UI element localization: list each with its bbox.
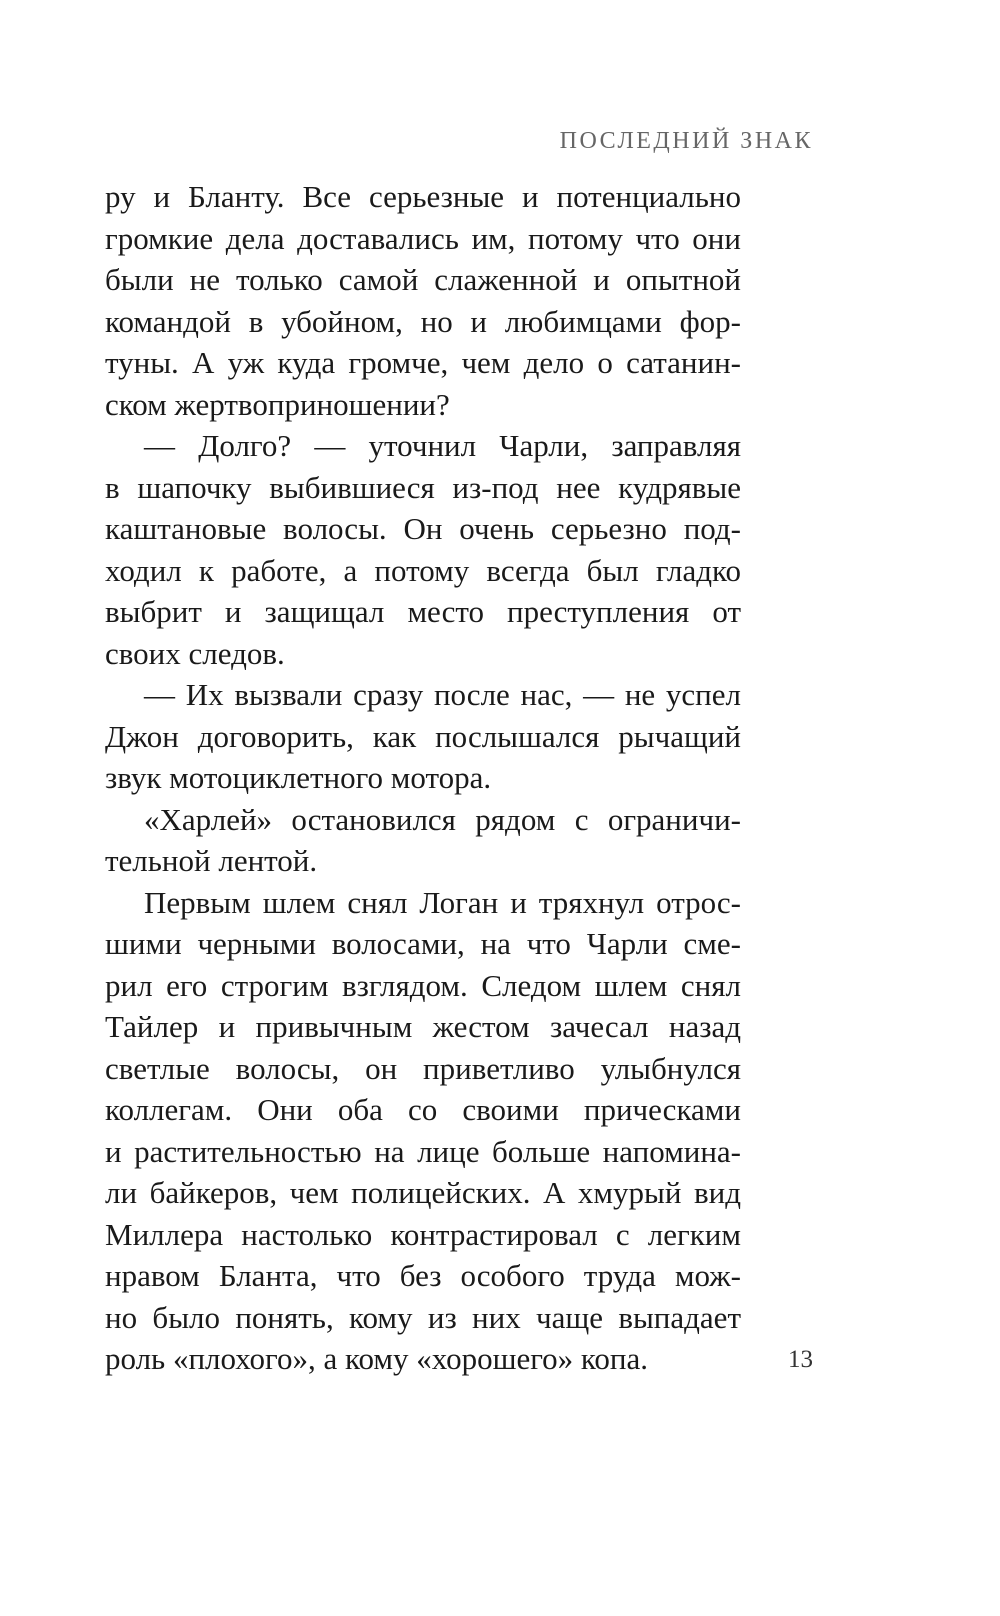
text-line: светлые волосы, он приветливо улыбнулся	[105, 1050, 741, 1086]
text-line: рил его строгим взглядом. Следом шлем снял	[105, 967, 741, 1003]
text-line: в шапочку выбившиеся из-под нее кудрявые	[105, 469, 741, 505]
text-line: выбрит и защищал место преступления от	[105, 594, 741, 629]
text-line: ли байкеров, чем полицейских. А хмурый вид	[105, 1175, 741, 1210]
text-line: командой в убойном, но и любимцами фор-	[105, 303, 741, 339]
text-line: ру и Бланту. Все серьезные и потенциально	[105, 179, 741, 214]
text-line: каштановые волосы. Он очень серьезно под-	[105, 511, 741, 546]
text-line: коллегам. Они оба со своими прическами	[105, 1092, 741, 1127]
text-line: были не только самой слаженной и опытной	[105, 262, 741, 297]
page-number: 13	[788, 1346, 813, 1373]
text-line: туны. А уж куда громче, чем дело о сатанин-	[105, 345, 741, 380]
running-head: ПОСЛЕДНИЙ ЗНАК	[559, 128, 813, 154]
text-line: шими черными волосами, на что Чарли сме-	[105, 926, 741, 961]
text-line: Джон договорить, как послышался рычащий	[105, 718, 741, 754]
text-line: своих следов.	[105, 635, 285, 671]
text-line: громкие дела доставались им, потому что они	[105, 220, 741, 256]
text-line: и растительностью на лице больше напомина-	[105, 1133, 741, 1169]
text-line: — Их вызвали сразу после нас, — не успел	[144, 677, 741, 712]
body-text	[105, 176, 741, 1380]
text-line: тельной лентой.	[105, 843, 318, 878]
text-line: но было понять, кому из них чаще выпадает	[105, 1299, 741, 1335]
text-line: Миллера настолько контрастировал с легким	[105, 1216, 741, 1252]
text-line: Первым шлем снял Логан и тряхнул отрос-	[144, 884, 741, 920]
text-line: звук мотоциклетного мотора.	[105, 760, 492, 795]
text-line: нравом Бланта, что без особого труда мож-	[105, 1258, 741, 1293]
text-line: «Харлей» остановился рядом с ограничи-	[144, 801, 741, 837]
text-line: ходил к работе, а потому всегда был гладко	[105, 552, 741, 588]
text-line: — Долго? — уточнил Чарли, заправляя	[144, 428, 741, 463]
text-line: роль «плохого», а кому «хорошего» копа.	[105, 1341, 648, 1376]
text-line: ском жертвоприношении?	[105, 386, 450, 422]
text-line: Тайлер и привычным жестом зачесал назад	[105, 1009, 741, 1044]
